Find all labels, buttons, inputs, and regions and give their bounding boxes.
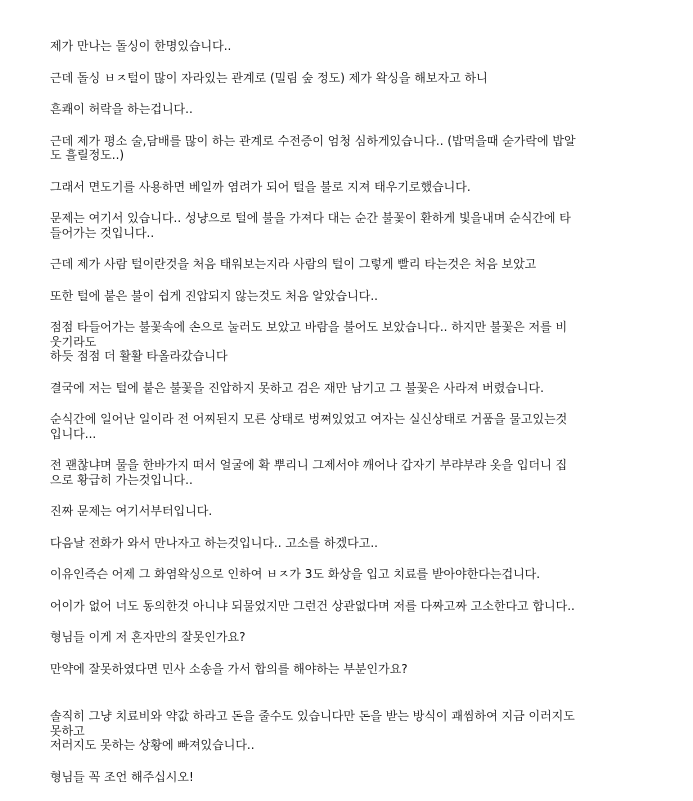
paragraph: 전 괜찮냐며 물을 한바가지 떠서 얼굴에 확 뿌리니 그제서야 깨어나 갑자기 부랴부랴 옷을 입더니 집 으로 황급히 가는것입니다..: [50, 458, 568, 487]
paragraph: 제가 만나는 돌싱이 한명있습니다..: [50, 39, 232, 53]
paragraph: 근데 제가 평소 술,담배를 많이 하는 관계로 수전증이 엄청 심하게있습니다.. (밥먹을때 숟가락에 밥알 도 흘릴정도..): [50, 133, 576, 162]
paragraph: 순식간에 일어난 일이라 전 어찌된지 모른 상태로 벙쪄있었고 여자는 실신상태로 거품을 물고있는것 입니다...: [50, 412, 568, 441]
paragraph: 형님들 꼭 조언 해주십시오!: [50, 769, 194, 784]
paragraph: 결국에 저는 털에 붙은 불꽃을 진압하지 못하고 검은 재만 남기고 그 불꽃은 사라져 버렸습니다.: [50, 380, 544, 395]
paragraph: 문제는 여기서 있습니다.. 성냥으로 털에 불을 가져다 대는 순간 불꽃이 환하게 빛을내며 순식간에 타 들어가는 것입니다..: [50, 211, 571, 240]
paragraph: 이유인즉슨 어제 그 화염왁싱으로 인하여 ㅂㅈ가 3도 화상을 입고 치료를 받아야한다는겁니다.: [50, 567, 541, 581]
paragraph: 근데 돌싱 ㅂㅈ털이 많이 자라있는 관계로 (밀림 숲 정도) 제가 왁싱을 해보자고 하니: [50, 70, 488, 85]
paragraph: 다음날 전화가 와서 만나자고 하는것입니다.. 고소를 하겠다고..: [50, 535, 378, 550]
paragraph: 만약에 잘못하였다면 민사 소송을 가서 합의를 해야하는 부분인가요?: [50, 661, 408, 676]
paragraph: 그래서 면도기를 사용하면 베일까 염려가 되어 털을 불로 지져 태우기로했습니다.: [50, 179, 471, 194]
post-body: [50, 39, 660, 801]
paragraph: 근데 제가 사람 털이란것을 처음 태워보는지라 사람의 털이 그렇게 빨리 타는것은 처음 보았고: [50, 257, 537, 271]
paragraph: 어이가 없어 너도 동의한것 아니냐 되물었지만 그런건 상관없다며 저를 다짜고짜 고소한다고 합니다..: [50, 598, 575, 613]
paragraph: 진짜 문제는 여기서부터입니다.: [50, 504, 213, 518]
paragraph: 솔직히 그냥 치료비와 약값 하라고 돈을 줄수도 있습니다만 돈을 받는 방식이 괘씸하여 지금 이러지도 못하고 저러지도 못하는 상황에 빠져있습니다..: [50, 709, 575, 752]
paragraph: 또한 털에 붙은 불이 쉽게 진압되지 않는것도 처음 알았습니다..: [50, 288, 378, 303]
paragraph: 점점 타들어가는 불꽃속에 손으로 눌러도 보았고 바람을 불어도 보았습니다.. 하지만 불꽃은 저를 비 웃기라도 하듯 점점 더 활활 타올라갔습니다: [50, 320, 568, 363]
paragraph: 흔쾌이 허락을 하는겁니다..: [50, 102, 193, 116]
paragraph: 형님들 이게 저 혼자만의 잘못인가요?: [50, 630, 246, 644]
